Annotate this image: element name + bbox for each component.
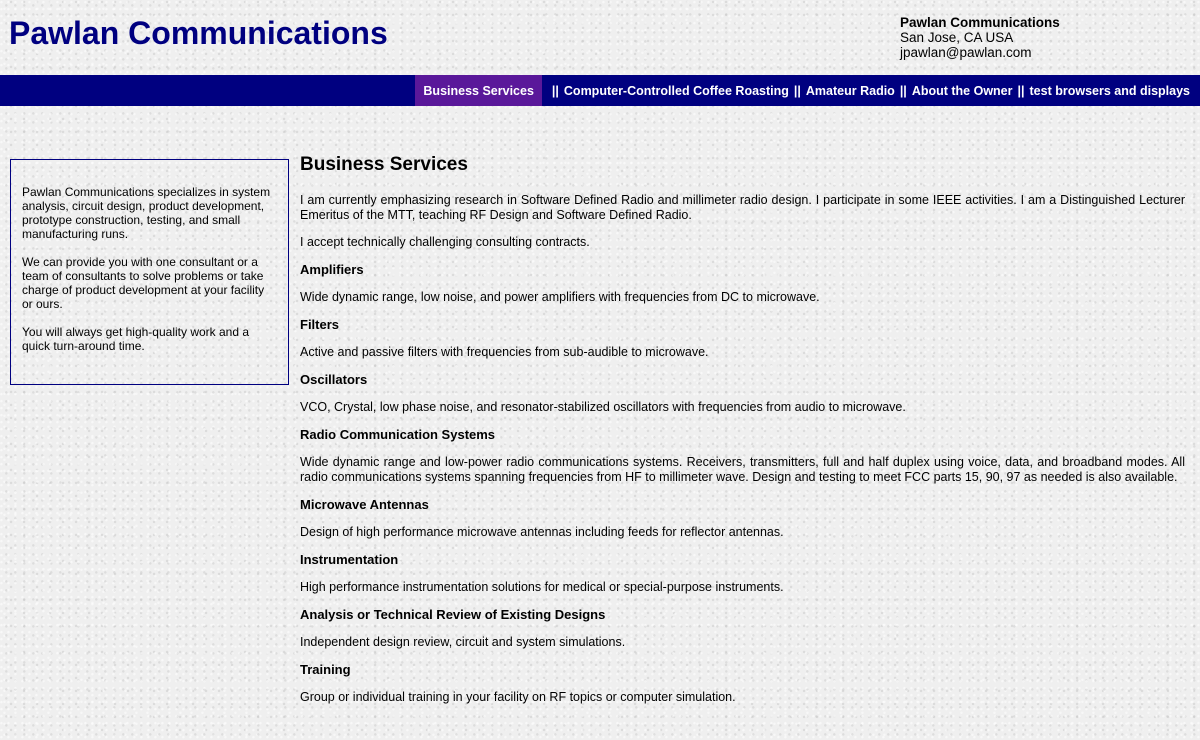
service-heading-design-review: Analysis or Technical Review of Existing Designs: [300, 607, 606, 622]
service-description: Wide dynamic range and low-power radio communications systems. Receivers, transmitters, full and half duplex using voice, data, and broadband modes. All radio communications systems spanning frequencies from HF to millimeter wave. Design and testing to meet FCC parts 15, 90, 97 as needed is also available.: [300, 455, 1185, 484]
nav-item-business-services[interactable]: Business Services: [415, 75, 542, 106]
nav-separator: ||: [899, 83, 907, 98]
service-description: Group or individual training in your facility on RF topics or computer simulation.: [300, 690, 736, 704]
sidebar-paragraph: We can provide you with one consultant or a team of consultants to solve problems or take charge of product development at your facility or ours.: [22, 255, 265, 311]
nav-item-amateur-radio[interactable]: Amateur Radio: [805, 83, 895, 98]
sidebar-paragraph: You will always get high-quality work and a quick turn-around time.: [22, 325, 250, 353]
contact-name: Pawlan Communications: [900, 15, 1060, 30]
page-title: Business Services: [300, 154, 468, 175]
nav-item-about-owner[interactable]: About the Owner: [911, 83, 1013, 98]
intro-paragraph: I accept technically challenging consulting contracts.: [300, 235, 590, 249]
service-heading-radio-systems: Radio Communication Systems: [300, 427, 496, 442]
contact-info: [900, 15, 1060, 60]
service-description: VCO, Crystal, low phase noise, and resonator-stabilized oscillators with frequencies from audio to microwave.: [300, 400, 906, 414]
service-description: Active and passive filters with frequencies from sub-audible to microwave.: [300, 345, 709, 359]
service-description: Design of high performance microwave antennas including feeds for reflector antennas.: [300, 525, 784, 539]
service-description: High performance instrumentation solutions for medical or special-purpose instruments.: [300, 580, 784, 594]
service-heading-instrumentation: Instrumentation: [300, 552, 399, 567]
site-title: Pawlan Communications: [9, 15, 388, 51]
service-heading-oscillators: Oscillators: [300, 372, 368, 387]
nav-item-coffee-roasting[interactable]: Computer-Controlled Coffee Roasting: [563, 83, 789, 98]
nav-separator: ||: [1017, 83, 1025, 98]
service-heading-training: Training: [300, 662, 351, 677]
service-heading-amplifiers: Amplifiers: [300, 262, 364, 277]
intro-paragraph: I am currently emphasizing research in Software Defined Radio and millimeter radio design. I participate in some IEEE activities. I am a Distinguished Lecturer Emeritus of the MTT, teaching RF Design and Software Defined Radio.: [300, 193, 1185, 222]
nav-menu: [415, 75, 1191, 106]
nav-separator: ||: [793, 83, 801, 98]
nav-separator: ||: [551, 83, 559, 98]
nav-bar: [0, 75, 1200, 106]
service-heading-filters: Filters: [300, 317, 340, 332]
sidebar-paragraph: Pawlan Communications specializes in system analysis, circuit design, product development, prototype construction, testing, and small manufacturing runs.: [22, 185, 271, 241]
contact-email[interactable]: jpawlan@pawlan.com: [900, 45, 1032, 60]
service-heading-microwave-antennas: Microwave Antennas: [300, 497, 429, 512]
contact-location: San Jose, CA USA: [900, 30, 1014, 45]
main-content: [300, 152, 1185, 705]
service-description: Independent design review, circuit and system simulations.: [300, 635, 626, 649]
service-description: Wide dynamic range, low noise, and power amplifiers with frequencies from DC to microwave.: [300, 290, 820, 304]
nav-item-test-browsers[interactable]: test browsers and displays: [1029, 83, 1190, 98]
sidebar-box: [10, 159, 289, 385]
